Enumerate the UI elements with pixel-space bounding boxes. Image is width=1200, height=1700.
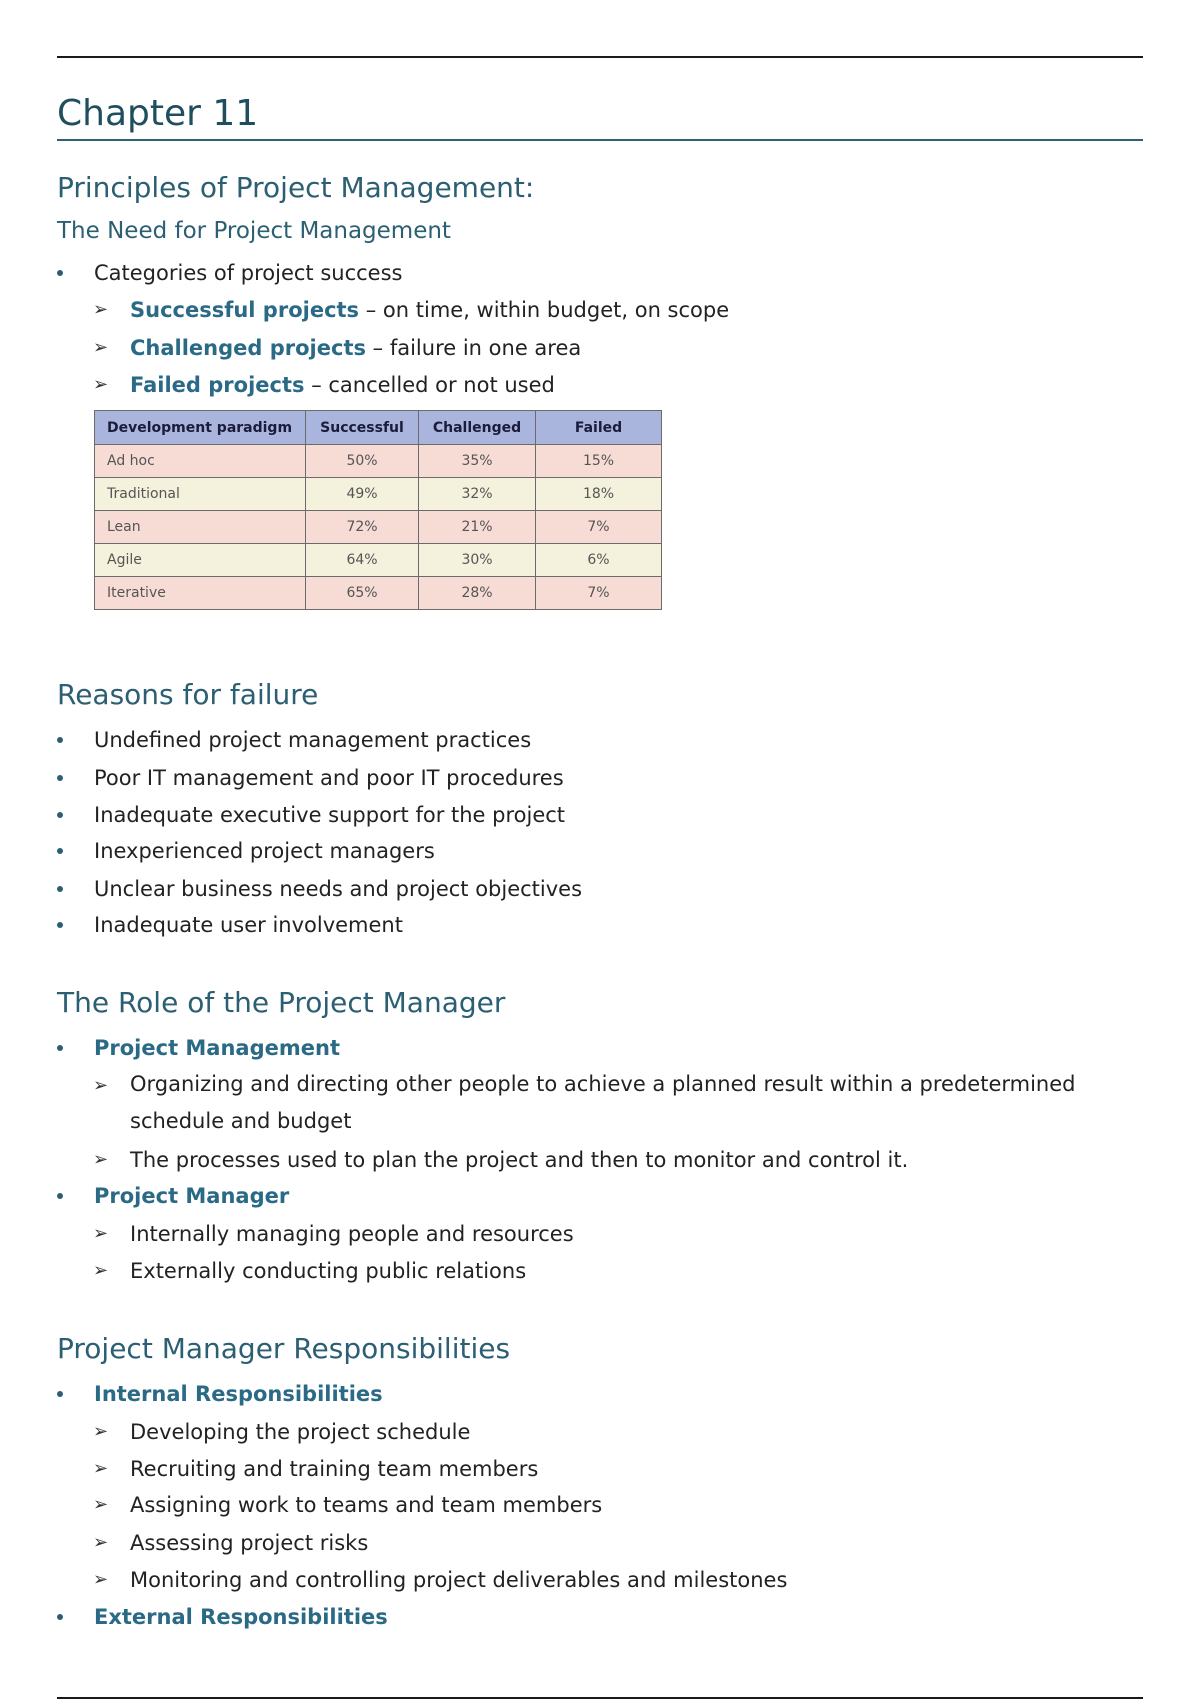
table-header-cell: Development paradigm [95,411,306,445]
bullet-dot [57,1614,63,1620]
reason-text: Undefined project management practices [94,728,532,752]
arrow-bullet-icon: ➢ [93,337,109,358]
subsection-title-need: The Need for Project Management [57,218,451,244]
arrow-bullet-icon: ➢ [93,374,109,395]
table-cell: Traditional [95,478,306,511]
bullet-dot [57,1045,63,1051]
table-cell: 50% [306,445,419,478]
bullet-dot [57,1391,63,1397]
reason-text: Inadequate user involvement [94,913,403,937]
arrow-bullet-icon: ➢ [93,1569,109,1590]
table-cell: 6% [536,544,662,577]
table-cell: 21% [419,511,536,544]
table-row [95,577,662,610]
table-cell: Agile [95,544,306,577]
table-header-cell: Failed [536,411,662,445]
sub-text: Organizing and directing other people to achieve a planned result within a predetermined schedule and budget [130,1072,1076,1133]
term-failed: Failed projects [130,373,305,397]
sub-text: Developing the project schedule [130,1420,471,1444]
section-title-responsibilities: Project Manager Responsibilities [57,1332,511,1365]
desc-failed: – cancelled or not used [304,373,555,397]
arrow-bullet-icon: ➢ [93,1532,109,1553]
arrow-bullet-icon: ➢ [93,1075,109,1096]
sub-text: Monitoring and controlling project deliverables and milestones [130,1568,788,1592]
table-row [95,445,662,478]
sub-text: Recruiting and training team members [130,1457,539,1481]
reason-text: Inadequate executive support for the project [94,803,566,827]
table-cell: Ad hoc [95,445,306,478]
term-project-management: Project Management [94,1036,340,1060]
table-cell: 65% [306,577,419,610]
section-title-role: The Role of the Project Manager [57,986,506,1019]
term-challenged: Challenged projects [130,336,366,360]
sub-text: Externally conducting public relations [130,1259,527,1283]
arrow-bullet-icon: ➢ [93,1223,109,1244]
table-cell: 49% [306,478,419,511]
desc-challenged: – failure in one area [365,336,582,360]
reason-text: Inexperienced project managers [94,839,435,863]
bullet-dot [57,737,63,743]
term-project-manager: Project Manager [94,1184,290,1208]
sub-text: The processes used to plan the project and then to monitor and control it. [130,1148,909,1172]
term-internal-responsibilities: Internal Responsibilities [94,1382,383,1406]
term-external-responsibilities: External Responsibilities [94,1605,388,1629]
arrow-bullet-icon: ➢ [93,1421,109,1442]
table-cell: 7% [536,577,662,610]
table-row [95,544,662,577]
reason-text: Unclear business needs and project objectives [94,877,583,901]
arrow-bullet-icon: ➢ [93,299,109,320]
section-title-reasons: Reasons for failure [57,678,319,711]
desc-successful: – on time, within budget, on scope [359,298,730,322]
term-successful: Successful projects [130,298,360,322]
bullet-dot [57,812,63,818]
sub-text: Assigning work to teams and team members [130,1493,603,1517]
bullet-dot [57,1193,63,1199]
reason-text: Poor IT management and poor IT procedures [94,766,564,790]
section-title-principles: Principles of Project Management: [57,171,535,204]
table-header-row [95,411,662,445]
table-header-cell: Successful [306,411,419,445]
arrow-bullet-icon: ➢ [93,1260,109,1281]
bottom-rule [57,1697,1143,1699]
table-cell: Lean [95,511,306,544]
top-rule [57,56,1143,58]
bullet-dot [57,775,63,781]
table-row [95,511,662,544]
arrow-bullet-icon: ➢ [93,1149,109,1170]
table-cell: 18% [536,478,662,511]
table-header-cell: Challenged [419,411,536,445]
arrow-bullet-icon: ➢ [93,1494,109,1515]
bullet-dot [57,270,63,276]
table-row [95,478,662,511]
table-cell: 7% [536,511,662,544]
table-cell: 72% [306,511,419,544]
bullet-dot [57,922,63,928]
bullet-dot [57,848,63,854]
sub-text: Assessing project risks [130,1531,369,1555]
table-cell: 64% [306,544,419,577]
table-cell: 28% [419,577,536,610]
paradigm-success-table [94,410,662,610]
bullet-text: Categories of project success [94,261,403,285]
bullet-dot [57,886,63,892]
table-cell: Iterative [95,577,306,610]
table-cell: 30% [419,544,536,577]
table-cell: 35% [419,445,536,478]
table-cell: 32% [419,478,536,511]
table-cell: 15% [536,445,662,478]
sub-text: Internally managing people and resources [130,1222,574,1246]
chapter-title: Chapter 11 [57,93,1143,141]
arrow-bullet-icon: ➢ [93,1458,109,1479]
